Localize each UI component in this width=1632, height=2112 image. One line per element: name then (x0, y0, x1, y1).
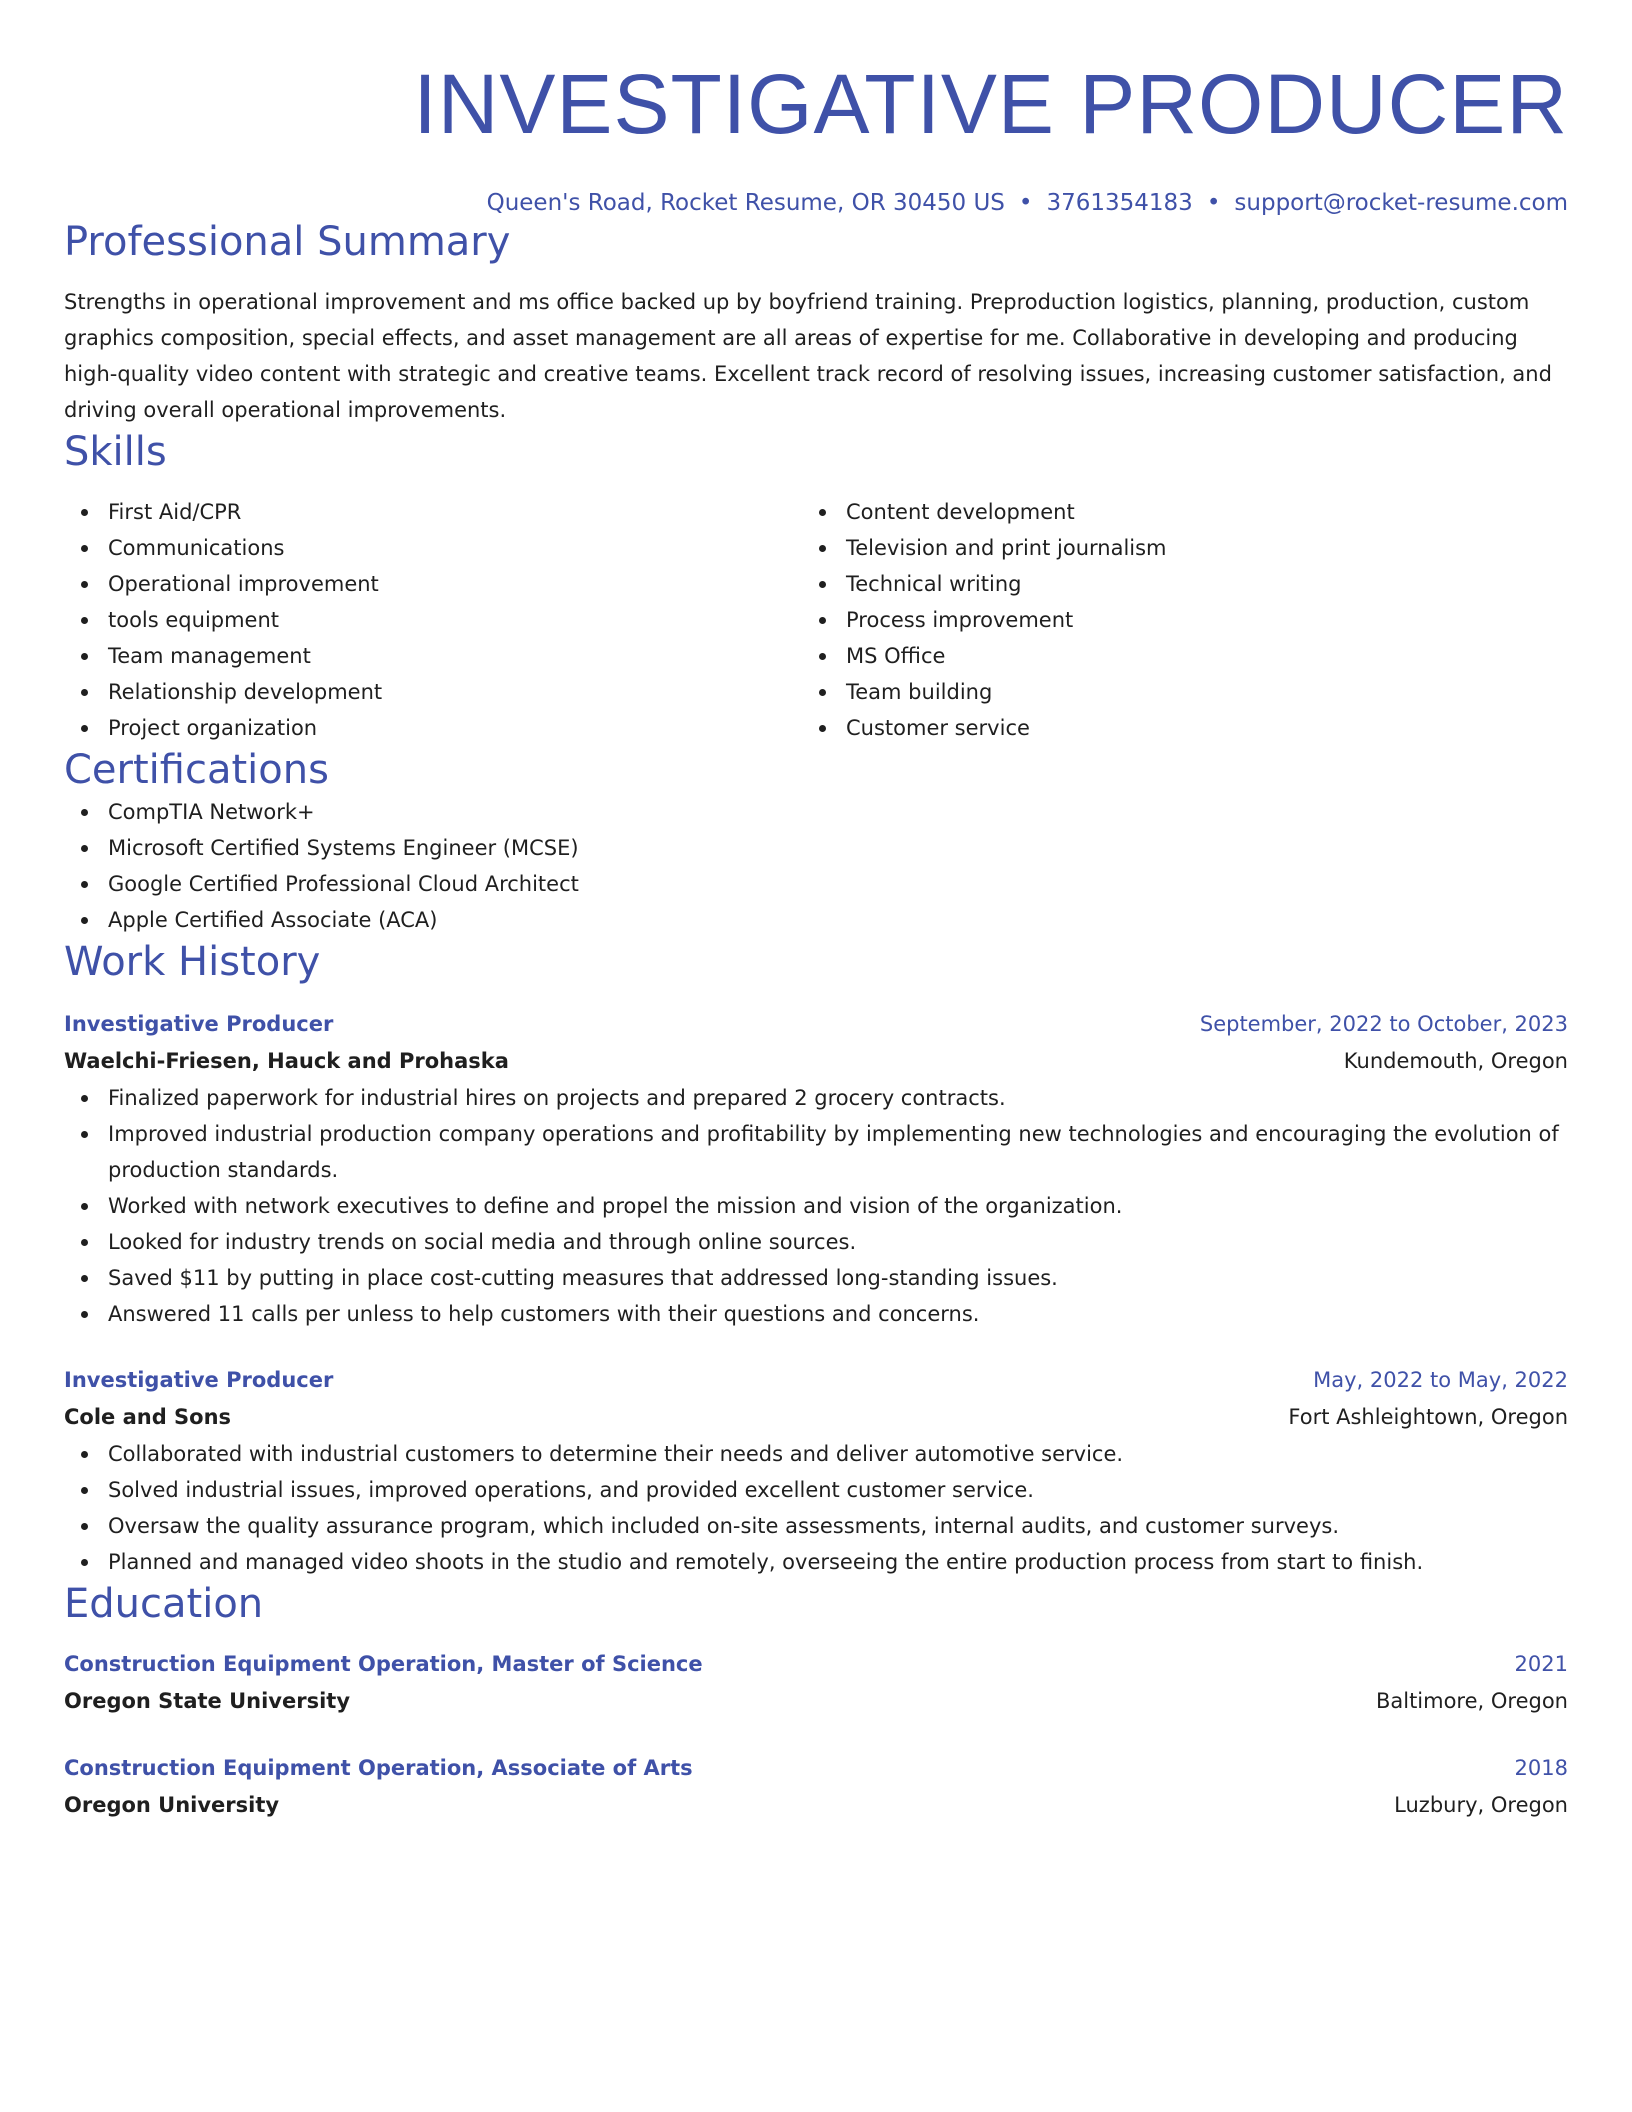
degree-title: Construction Equipment Operation, Associate of Arts (64, 1756, 693, 1780)
job-title: Investigative Producer (64, 1368, 334, 1392)
job-dates: May, 2022 to May, 2022 (1313, 1368, 1568, 1392)
degree-title: Construction Equipment Operation, Master of Science (64, 1652, 703, 1676)
job-bullets (64, 1436, 1568, 1580)
skills-list-right (802, 494, 1540, 746)
school-name: Oregon State University (64, 1689, 351, 1713)
address: Queen's Road, Rocket Resume, OR 30450 US (486, 190, 1005, 216)
section-heading-summary: Professional Summary (64, 219, 511, 265)
job-title-row (64, 1362, 1568, 1398)
degree-row (64, 1750, 1568, 1786)
section-heading-education: Education (64, 1581, 264, 1627)
education-section (64, 1580, 1568, 1824)
job-entry (64, 1006, 1568, 1332)
job-bullet: Finalized paperwork for industrial hires on projects and prepared 2 grocery contracts. (64, 1080, 1568, 1116)
school-row (64, 1682, 1568, 1720)
job-bullets (64, 1080, 1568, 1332)
job-entry (64, 1362, 1568, 1580)
job-location: Kundemouth, Oregon (1343, 1049, 1568, 1073)
skill-item: Content development (802, 494, 1540, 530)
job-title-row (64, 1006, 1568, 1042)
skill-item: First Aid/CPR (64, 494, 802, 530)
email-link[interactable]: support@rocket-resume.com (1234, 190, 1568, 216)
resume-header (64, 56, 1568, 218)
job-company-row (64, 1398, 1568, 1436)
summary-text: Strengths in operational improvement and ms office backed up by boyfriend training. Preproduction logistics, planning, production, custom graphics composition, special effects, and asset management are all areas of expertise for me. Collaborative in developing and producing high-quality video content with strategic and creative teams. Excellent track record of resolving issues, increasing customer satisfaction, and driving overall operational improvements. (64, 290, 1552, 422)
school-location: Baltimore, Oregon (1375, 1689, 1568, 1713)
job-company: Cole and Sons (64, 1405, 232, 1429)
skill-item: MS Office (802, 638, 1540, 674)
work-history-section (64, 938, 1568, 1580)
degree-row (64, 1646, 1568, 1682)
skill-item: Team building (802, 674, 1540, 710)
job-bullet: Oversaw the quality assurance program, which included on-site assessments, internal audits, and customer surveys. (64, 1508, 1568, 1544)
section-heading-certifications: Certifications (64, 747, 329, 793)
job-location: Fort Ashleightown, Oregon (1288, 1405, 1568, 1429)
skill-item: Technical writing (802, 566, 1540, 602)
skill-item: Project organization (64, 710, 802, 746)
certification-item: Google Certified Professional Cloud Architect (64, 866, 1568, 902)
candidate-name: INVESTIGATIVE PRODUCER (413, 57, 1568, 151)
graduation-year: 2021 (1514, 1652, 1568, 1676)
skill-item: Customer service (802, 710, 1540, 746)
skills-list-left (64, 494, 802, 746)
skills-section (64, 428, 1568, 746)
separator-dot: • (1206, 190, 1221, 216)
skill-item: Relationship development (64, 674, 802, 710)
certification-item: Apple Certified Associate (ACA) (64, 902, 1568, 938)
skill-item: Operational improvement (64, 566, 802, 602)
school-location: Luzbury, Oregon (1394, 1793, 1568, 1817)
education-entry (64, 1750, 1568, 1824)
skill-item: Communications (64, 530, 802, 566)
job-bullet: Collaborated with industrial customers to determine their needs and deliver automotive service. (64, 1436, 1568, 1472)
school-row (64, 1786, 1568, 1824)
certifications-list (64, 794, 1568, 938)
phone-number: 3761354183 (1046, 190, 1193, 216)
certification-item: Microsoft Certified Systems Engineer (MCSE) (64, 830, 1568, 866)
graduation-year: 2018 (1514, 1756, 1568, 1780)
skill-item: Team management (64, 638, 802, 674)
section-heading-skills: Skills (64, 429, 167, 475)
skills-grid (64, 494, 1568, 746)
summary-section (64, 218, 1568, 428)
certification-item: CompTIA Network+ (64, 794, 1568, 830)
job-bullet: Worked with network executives to define and propel the mission and vision of the organization. (64, 1188, 1568, 1224)
skill-item: tools equipment (64, 602, 802, 638)
job-bullet: Looked for industry trends on social media and through online sources. (64, 1224, 1568, 1260)
job-company-row (64, 1042, 1568, 1080)
certifications-section (64, 746, 1568, 938)
job-title: Investigative Producer (64, 1012, 334, 1036)
job-bullet: Saved $11 by putting in place cost-cutting measures that addressed long-standing issues. (64, 1260, 1568, 1296)
job-bullet: Solved industrial issues, improved operations, and provided excellent customer service. (64, 1472, 1568, 1508)
education-entry (64, 1646, 1568, 1720)
job-bullet: Improved industrial production company operations and profitability by implementing new technologies and encouraging the evolution of production standards. (64, 1116, 1568, 1188)
separator-dot: • (1018, 190, 1033, 216)
school-name: Oregon University (64, 1793, 280, 1817)
job-dates: September, 2022 to October, 2023 (1199, 1012, 1568, 1036)
skill-item: Process improvement (802, 602, 1540, 638)
job-bullet: Answered 11 calls per unless to help customers with their questions and concerns. (64, 1296, 1568, 1332)
section-heading-work-history: Work History (64, 939, 321, 985)
skill-item: Television and print journalism (802, 530, 1540, 566)
job-company: Waelchi-Friesen, Hauck and Prohaska (64, 1049, 509, 1073)
job-bullet: Planned and managed video shoots in the studio and remotely, overseeing the entire production process from start to finish. (64, 1544, 1568, 1580)
contact-line (64, 188, 1568, 218)
